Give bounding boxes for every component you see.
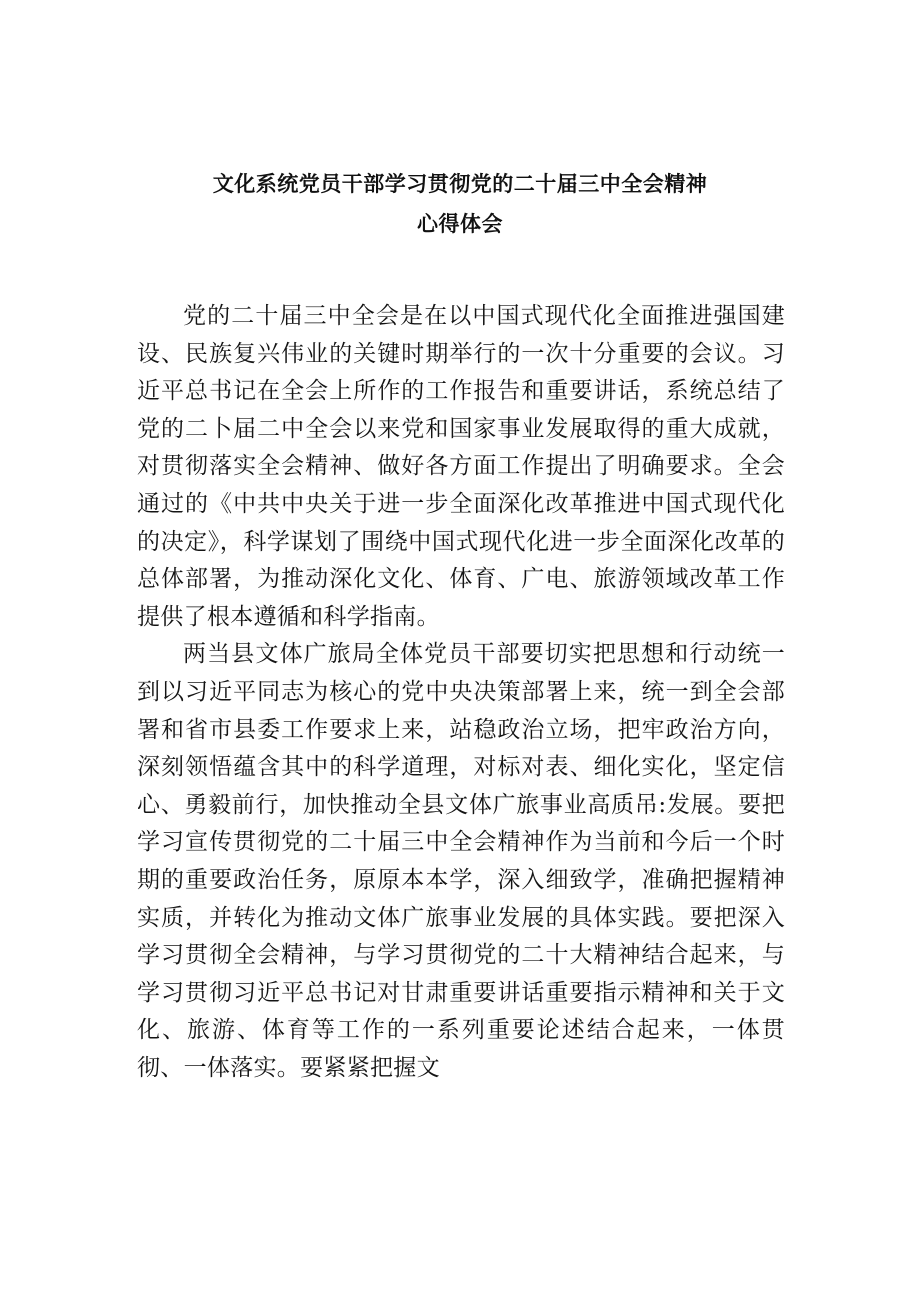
document-title-line-2: 心得体会 [417, 212, 503, 236]
paragraph-2: 两当县文体广旅局全体党员干部要切实把思想和行动统一到以习近平同志为核心的党中央决策部署上来，统一到全会部署和省市县委工作要求上来，站稳政治立场，把牢政治方向，深刻领悟蕴含其中的科学道理，对标对表、细化实化，坚定信心、勇毅前行，加快推动全县文体广旅事业高质吊:发展。要把学习宣传贯彻党的二十届三中全会精神作为当前和今后一个时期的重要政治任务，原原本本学，深入细致学，准确把握精神实质，并转化为推动文体广旅事业发展的具体实践。要把深入学习贯彻全会精神，与学习贯彻党的二十大精神结合起来，与学习贯彻习近平总书记对甘肃重要讲话重要指示精神和关于文化、旅游、体育等工作的一系列重要论述结合起来，一体贯彻、一体落实。要紧紧把握文 [137, 641, 785, 1081]
document-body [137, 298, 785, 1087]
paragraph-1: 党的二十届三中全会是在以中国式现代化全面推进强国建设、民族复兴伟业的关键时期举行的一次十分重要的会议。习近平总书记在全会上所作的工作报告和重要讲话，系统总结了党的二卜届二中全会以来党和国家事业发展取得的重大成就，对贯彻落实全会精神、做好各方面工作提出了明确要求。全会通过的《中共中央关于进一步全面深化改革推进中国式现代化的决定》，科学谋划了围绕中国式现代化进一步全面深化改革的总体部署，为推动深化文化、体育、广电、旅游领域改革工作提供了根本遵循和科学指南。 [137, 303, 785, 630]
document-title-line-1: 文化系统党员干部学习贯彻党的二十届三中全会精神 [212, 172, 708, 196]
